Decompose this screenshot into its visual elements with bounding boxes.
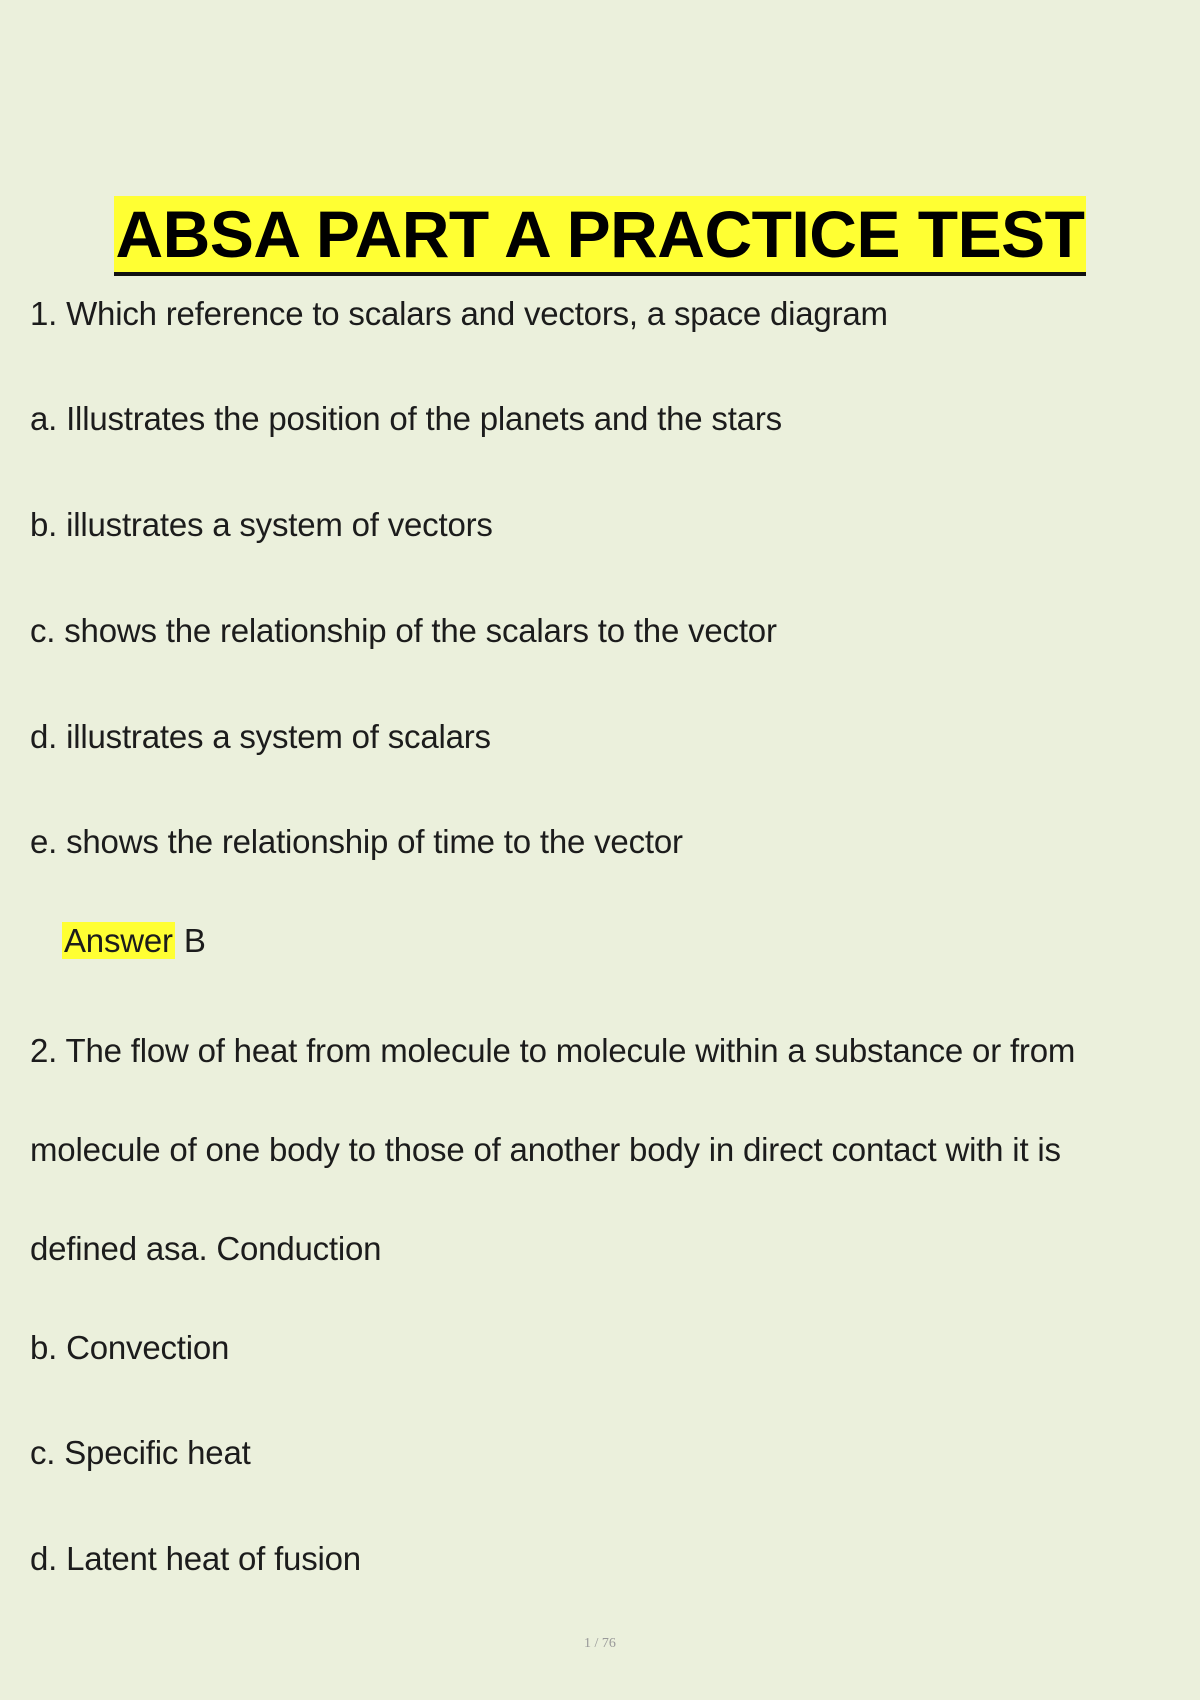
question-2-line-1: [30, 1031, 1075, 1071]
question-1-option-b: b. illustrates a system of vectors: [30, 506, 493, 543]
question-1-option-c: c. shows the relationship of the scalars to the vector: [30, 612, 777, 649]
question-2-number: 2.: [30, 1032, 58, 1069]
question-1-text: Which reference to scalars and vectors, a space diagram: [66, 295, 888, 332]
question-1: [30, 294, 888, 334]
answer-label: Answer: [64, 922, 173, 959]
question-1-number: 1.: [30, 295, 58, 332]
question-2-line-2: molecule of one body to those of another body in direct contact with it is: [30, 1131, 1061, 1168]
page-indicator: 1 / 76: [584, 1636, 616, 1651]
question-2-text-1: The flow of heat from molecule to molecule within a substance or from: [65, 1032, 1076, 1069]
question-1-option-d: d. illustrates a system of scalars: [30, 718, 491, 755]
question-1-option-a: a. Illustrates the position of the planets and the stars: [30, 400, 782, 437]
question-2-option-c: c. Specific heat: [30, 1434, 251, 1471]
page-title: ABSA PART A PRACTICE TEST: [114, 196, 1087, 276]
question-2-line-3: defined asa. Conduction: [30, 1230, 382, 1267]
answer-value: B: [183, 922, 206, 959]
title-container: [0, 196, 1200, 276]
question-1-answer: [62, 921, 206, 961]
question-2-option-d: d. Latent heat of fusion: [30, 1540, 361, 1577]
question-1-option-e: e. shows the relationship of time to the vector: [30, 823, 683, 860]
question-2-option-b: b. Convection: [30, 1329, 230, 1366]
